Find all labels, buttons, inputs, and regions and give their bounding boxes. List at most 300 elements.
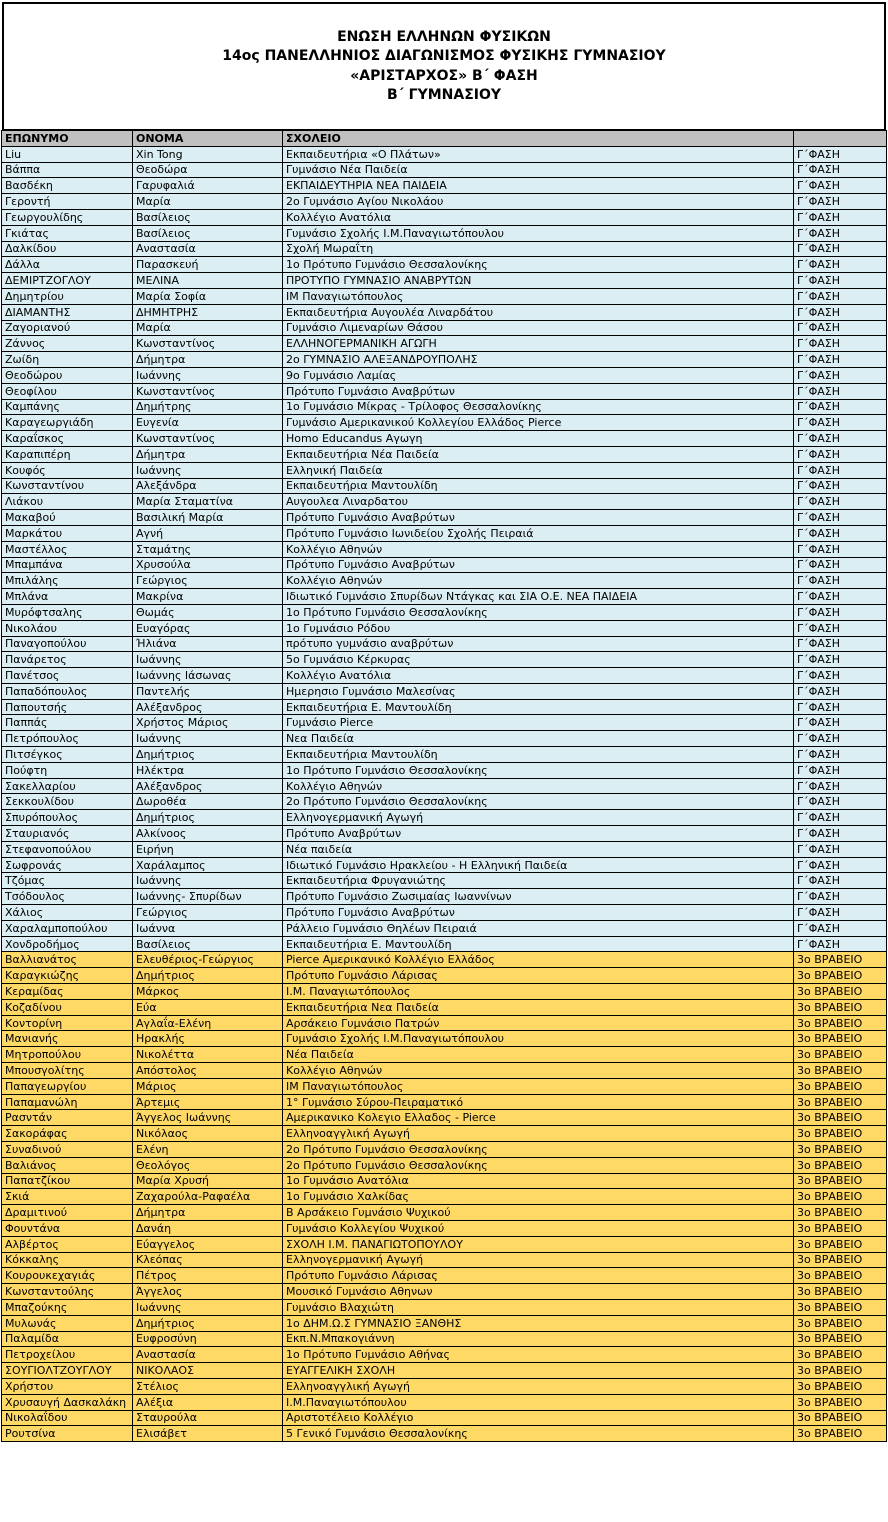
- cell-result: Γ΄ΦΑΣΗ: [794, 399, 887, 415]
- cell-result: 3ο ΒΡΑΒΕΙΟ: [794, 1347, 887, 1363]
- cell-result: Γ΄ΦΑΣΗ: [794, 573, 887, 589]
- cell-surname: Σακελλαρίου: [2, 778, 133, 794]
- cell-firstname: Ζαχαρούλα-Ραφαέλα: [133, 1189, 283, 1205]
- cell-firstname: Κωνσταντίνος: [133, 336, 283, 352]
- table-body: [2, 146, 887, 1441]
- table-row: [2, 1031, 887, 1047]
- cell-surname: Κεραμίδας: [2, 984, 133, 1000]
- cell-surname: Κόκκαλης: [2, 1252, 133, 1268]
- table-row: [2, 352, 887, 368]
- table-row: [2, 1063, 887, 1079]
- table-row: [2, 1426, 887, 1442]
- table-row: [2, 747, 887, 763]
- table-row: [2, 1299, 887, 1315]
- cell-surname: Δάλλα: [2, 257, 133, 273]
- table-row: [2, 1347, 887, 1363]
- cell-school: Εκπαιδευτήρια Ε. Μαντουλίδη: [283, 936, 794, 952]
- cell-firstname: Μαρία: [133, 320, 283, 336]
- cell-firstname: Δανάη: [133, 1220, 283, 1236]
- cell-firstname: Άρτεμις: [133, 1094, 283, 1110]
- cell-school: Αμερικανικο Κολεγιο Ελλαδος - Pierce: [283, 1110, 794, 1126]
- cell-firstname: Ελισάβετ: [133, 1426, 283, 1442]
- cell-surname: Πιτσέγκος: [2, 747, 133, 763]
- table-row: [2, 383, 887, 399]
- cell-surname: Ζαγοριανού: [2, 320, 133, 336]
- cell-result: Γ΄ΦΑΣΗ: [794, 762, 887, 778]
- cell-firstname: Σταμάτης: [133, 541, 283, 557]
- cell-surname: Βαλλιανάτος: [2, 952, 133, 968]
- table-row: [2, 1315, 887, 1331]
- table-row: [2, 1189, 887, 1205]
- cell-firstname: Κωνσταντίνος: [133, 431, 283, 447]
- cell-firstname: Βασίλειος: [133, 225, 283, 241]
- cell-surname: Γεωργουλίδης: [2, 209, 133, 225]
- table-row: [2, 1142, 887, 1158]
- cell-firstname: Αλέξανδρος: [133, 778, 283, 794]
- table-row: [2, 431, 887, 447]
- table-row: [2, 494, 887, 510]
- cell-surname: ΣΟΥΓΙΟΛΤΖΟΥΓΛΟΥ: [2, 1363, 133, 1379]
- cell-firstname: Ελευθέριος-Γεώργιος: [133, 952, 283, 968]
- cell-result: Γ΄ΦΑΣΗ: [794, 841, 887, 857]
- cell-firstname: Αλέξια: [133, 1394, 283, 1410]
- cell-firstname: Ευαγόρας: [133, 620, 283, 636]
- cell-school: ΣΧΟΛΗ Ι.Μ. ΠΑΝΑΓΙΩΤΟΠΟΥΛΟΥ: [283, 1236, 794, 1252]
- cell-school: Αυγουλεα Λιναρδατου: [283, 494, 794, 510]
- cell-firstname: Ηλέκτρα: [133, 762, 283, 778]
- cell-surname: Μαρκάτου: [2, 525, 133, 541]
- table-row: [2, 462, 887, 478]
- cell-result: Γ΄ΦΑΣΗ: [794, 288, 887, 304]
- cell-surname: Πανάρετος: [2, 652, 133, 668]
- cell-result: Γ΄ΦΑΣΗ: [794, 525, 887, 541]
- cell-school: 1ο Γυμνάσιο Ανατόλια: [283, 1173, 794, 1189]
- cell-firstname: Στέλιος: [133, 1378, 283, 1394]
- cell-surname: Καραΐσκος: [2, 431, 133, 447]
- table-row: [2, 1015, 887, 1031]
- cell-surname: Κοντορίνη: [2, 1015, 133, 1031]
- cell-firstname: Ιωάννης- Σπυρίδων: [133, 889, 283, 905]
- cell-result: 3ο ΒΡΑΒΕΙΟ: [794, 1315, 887, 1331]
- cell-result: Γ΄ΦΑΣΗ: [794, 778, 887, 794]
- cell-school: Γυμνάσιο Σχολής Ι.Μ.Παναγιωτόπουλου: [283, 225, 794, 241]
- cell-result: Γ΄ΦΑΣΗ: [794, 873, 887, 889]
- cell-firstname: Βασιλική Μαρία: [133, 510, 283, 526]
- cell-firstname: Ευφροσύνη: [133, 1331, 283, 1347]
- cell-school: Σχολή Μωραΐτη: [283, 241, 794, 257]
- cell-surname: Σωφρονάς: [2, 857, 133, 873]
- cell-surname: Βαλιάνος: [2, 1157, 133, 1173]
- table-row: [2, 320, 887, 336]
- table-row: [2, 1157, 887, 1173]
- cell-firstname: Μαρία Χρυσή: [133, 1173, 283, 1189]
- cell-result: Γ΄ΦΑΣΗ: [794, 683, 887, 699]
- cell-firstname: Πέτρος: [133, 1268, 283, 1284]
- table-row: [2, 557, 887, 573]
- cell-surname: Πούφτη: [2, 762, 133, 778]
- table-row: [2, 731, 887, 747]
- cell-result: Γ΄ΦΑΣΗ: [794, 320, 887, 336]
- table-row: [2, 1173, 887, 1189]
- cell-result: Γ΄ΦΑΣΗ: [794, 146, 887, 162]
- cell-firstname: Κλεόπας: [133, 1252, 283, 1268]
- header-line-union: ΕΝΩΣΗ ΕΛΛΗΝΩΝ ΦΥΣΙΚΩΝ: [337, 28, 551, 45]
- cell-surname: Μανιανής: [2, 1031, 133, 1047]
- cell-school: Γυμνάσιο Αμερικανικού Κολλεγίου Ελλάδος Pierce: [283, 415, 794, 431]
- cell-surname: Κουφός: [2, 462, 133, 478]
- cell-firstname: Γεώργιος: [133, 573, 283, 589]
- table-row: [2, 826, 887, 842]
- cell-school: Πρότυπο Γυμνάσιο Αναβρύτων: [283, 510, 794, 526]
- cell-school: Ράλλειο Γυμνάσιο Θηλέων Πειραιά: [283, 920, 794, 936]
- cell-surname: Μπιλάλης: [2, 573, 133, 589]
- cell-result: Γ΄ΦΑΣΗ: [794, 794, 887, 810]
- cell-school: ΙΜ Παναγιωτόπουλος: [283, 1078, 794, 1094]
- table-row: [2, 1331, 887, 1347]
- cell-surname: Τζόμας: [2, 873, 133, 889]
- cell-school: 2ο Γυμνάσιο Αγίου Νικολάου: [283, 194, 794, 210]
- cell-firstname: Αλέξανδρος: [133, 699, 283, 715]
- cell-school: Εκπαιδευτήρια Μαντουλίδη: [283, 747, 794, 763]
- cell-school: 1ο Πρότυπο Γυμνάσιο Θεσσαλονίκης: [283, 604, 794, 620]
- cell-school: Κολλέγιο Αθηνών: [283, 1063, 794, 1079]
- cell-surname: Παλαμίδα: [2, 1331, 133, 1347]
- cell-result: Γ΄ΦΑΣΗ: [794, 415, 887, 431]
- cell-surname: Δημητρίου: [2, 288, 133, 304]
- cell-firstname: Αγλαΐα-Ελένη: [133, 1015, 283, 1031]
- table-row: [2, 1094, 887, 1110]
- cell-surname: Μπαμπάνα: [2, 557, 133, 573]
- table-row: [2, 715, 887, 731]
- cell-school: ΕΚΠΑΙΔΕΥΤΗΡΙΑ ΝΕΑ ΠΑΙΔΕΙΑ: [283, 178, 794, 194]
- cell-surname: Ζάννος: [2, 336, 133, 352]
- cell-result: Γ΄ΦΑΣΗ: [794, 209, 887, 225]
- cell-surname: Παπατζίκου: [2, 1173, 133, 1189]
- cell-school: Εκπαιδευτήρια Μαντουλίδη: [283, 478, 794, 494]
- table-row: [2, 273, 887, 289]
- table-row: [2, 841, 887, 857]
- cell-firstname: Θεολόγος: [133, 1157, 283, 1173]
- cell-result: Γ΄ΦΑΣΗ: [794, 557, 887, 573]
- cell-result: Γ΄ΦΑΣΗ: [794, 699, 887, 715]
- cell-surname: Μυλωνάς: [2, 1315, 133, 1331]
- table-row: [2, 920, 887, 936]
- cell-school: Ιδιωτικό Γυμνάσιο Σπυρίδων Ντάγκας και ΣΙΑ Ο.Ε. ΝΕΑ ΠΑΙΔΕΙΑ: [283, 589, 794, 605]
- column-header-firstname: ΟΝΟΜΑ: [133, 131, 283, 147]
- table-row: [2, 1268, 887, 1284]
- table-row: [2, 304, 887, 320]
- table-row: [2, 241, 887, 257]
- cell-firstname: Ιωάννης: [133, 731, 283, 747]
- cell-firstname: Ιωάννης Ιάσωνας: [133, 668, 283, 684]
- cell-result: Γ΄ΦΑΣΗ: [794, 826, 887, 842]
- cell-firstname: Ιωάννης: [133, 462, 283, 478]
- table-row: [2, 288, 887, 304]
- cell-firstname: Απόστολος: [133, 1063, 283, 1079]
- cell-firstname: Ειρήνη: [133, 841, 283, 857]
- table-row: [2, 399, 887, 415]
- table-row: [2, 984, 887, 1000]
- table-row: [2, 589, 887, 605]
- cell-result: 3ο ΒΡΑΒΕΙΟ: [794, 1363, 887, 1379]
- table-row: [2, 1284, 887, 1300]
- header-line-grade: Β΄ ΓΥΜΝΑΣΙΟΥ: [386, 87, 502, 103]
- cell-firstname: Δημήτρης: [133, 399, 283, 415]
- cell-firstname: Σταυρούλα: [133, 1410, 283, 1426]
- cell-school: Γυμνάσιο Νέα Παιδεία: [283, 162, 794, 178]
- cell-school: Εκπαιδευτήρια «Ο Πλάτων»: [283, 146, 794, 162]
- cell-firstname: Παρασκευή: [133, 257, 283, 273]
- cell-surname: Μπουσγολίτης: [2, 1063, 133, 1079]
- cell-surname: Liu: [2, 146, 133, 162]
- cell-school: Γυμνάσιο Σχολής Ι.Μ.Παναγιωτόπουλου: [283, 1031, 794, 1047]
- cell-result: Γ΄ΦΑΣΗ: [794, 810, 887, 826]
- cell-firstname: Ιωάννης: [133, 873, 283, 889]
- cell-result: 3ο ΒΡΑΒΕΙΟ: [794, 999, 887, 1015]
- cell-result: Γ΄ΦΑΣΗ: [794, 273, 887, 289]
- cell-result: 3ο ΒΡΑΒΕΙΟ: [794, 1252, 887, 1268]
- cell-result: 3ο ΒΡΑΒΕΙΟ: [794, 1063, 887, 1079]
- cell-result: Γ΄ΦΑΣΗ: [794, 668, 887, 684]
- cell-school: Αριστοτέλειο Κολλέγιο: [283, 1410, 794, 1426]
- cell-firstname: Χαράλαμπος: [133, 857, 283, 873]
- table-row: [2, 999, 887, 1015]
- cell-result: 3ο ΒΡΑΒΕΙΟ: [794, 1173, 887, 1189]
- cell-surname: Πετροχείλου: [2, 1347, 133, 1363]
- cell-surname: Ρασντάν: [2, 1110, 133, 1126]
- cell-result: 3ο ΒΡΑΒΕΙΟ: [794, 1110, 887, 1126]
- cell-firstname: Νικόλαος: [133, 1126, 283, 1142]
- table-row: [2, 936, 887, 952]
- cell-surname: Συναδινού: [2, 1142, 133, 1158]
- cell-firstname: Παντελής: [133, 683, 283, 699]
- cell-surname: Χαραλαμποπούλου: [2, 920, 133, 936]
- cell-surname: Καραπιπέρη: [2, 446, 133, 462]
- cell-result: Γ΄ΦΑΣΗ: [794, 257, 887, 273]
- cell-school: Πρότυπο Γυμνάσιο Λάρισας: [283, 1268, 794, 1284]
- cell-firstname: Αλεξάνδρα: [133, 478, 283, 494]
- cell-surname: Χονδροδήμος: [2, 936, 133, 952]
- cell-surname: Λιάκου: [2, 494, 133, 510]
- cell-result: 3ο ΒΡΑΒΕΙΟ: [794, 1236, 887, 1252]
- cell-surname: Καμπάνης: [2, 399, 133, 415]
- cell-firstname: Μαρία: [133, 194, 283, 210]
- cell-result: 3ο ΒΡΑΒΕΙΟ: [794, 1015, 887, 1031]
- cell-surname: Πανέτσος: [2, 668, 133, 684]
- cell-school: 5 Γενικό Γυμνάσιο Θεσσαλονίκης: [283, 1426, 794, 1442]
- cell-school: Ελληνική Παιδεία: [283, 462, 794, 478]
- cell-firstname: Αναστασία: [133, 1347, 283, 1363]
- cell-school: Ελληνογερμανική Αγωγή: [283, 810, 794, 826]
- cell-school: Κολλέγιο Ανατόλια: [283, 209, 794, 225]
- cell-school: Νέα παιδεία: [283, 841, 794, 857]
- cell-surname: Ρουτσίνα: [2, 1426, 133, 1442]
- cell-surname: Χάλιος: [2, 905, 133, 921]
- table-row: [2, 1126, 887, 1142]
- cell-firstname: Δωροθέα: [133, 794, 283, 810]
- cell-firstname: Ιωάννα: [133, 920, 283, 936]
- cell-surname: Καραγκιώζης: [2, 968, 133, 984]
- cell-surname: Δαλκίδου: [2, 241, 133, 257]
- cell-result: 3ο ΒΡΑΒΕΙΟ: [794, 952, 887, 968]
- cell-surname: Παναγοπούλου: [2, 636, 133, 652]
- table-row: [2, 652, 887, 668]
- cell-result: Γ΄ΦΑΣΗ: [794, 889, 887, 905]
- cell-school: Ιδιωτικό Γυμνάσιο Ηρακλείου - Η Ελληνική Παιδεία: [283, 857, 794, 873]
- cell-firstname: Δήμητρα: [133, 446, 283, 462]
- cell-school: Γυμνάσιο Κολλεγίου Ψυχικού: [283, 1220, 794, 1236]
- table-row: [2, 1394, 887, 1410]
- cell-school: πρότυπο γυμνάσιο αναβρύτων: [283, 636, 794, 652]
- cell-firstname: Θεοδώρα: [133, 162, 283, 178]
- document-header: [2, 2, 886, 131]
- cell-result: Γ΄ΦΑΣΗ: [794, 431, 887, 447]
- cell-school: Γυμνάσιο Pierce: [283, 715, 794, 731]
- cell-school: Πρότυπο Γυμνάσιο Αναβρύτων: [283, 905, 794, 921]
- cell-school: Ελληνογερμανική Αγωγή: [283, 1252, 794, 1268]
- cell-firstname: Αλκίνοος: [133, 826, 283, 842]
- cell-result: Γ΄ΦΑΣΗ: [794, 747, 887, 763]
- cell-firstname: Εύα: [133, 999, 283, 1015]
- cell-result: Γ΄ΦΑΣΗ: [794, 589, 887, 605]
- table-row: [2, 1205, 887, 1221]
- cell-result: 3ο ΒΡΑΒΕΙΟ: [794, 1378, 887, 1394]
- cell-school: 1ο Πρότυπο Γυμνάσιο Αθήνας: [283, 1347, 794, 1363]
- cell-result: 3ο ΒΡΑΒΕΙΟ: [794, 1410, 887, 1426]
- cell-school: Homo Educandus Αγωγη: [283, 431, 794, 447]
- cell-surname: Πετρόπουλος: [2, 731, 133, 747]
- table-row: [2, 525, 887, 541]
- cell-result: Γ΄ΦΑΣΗ: [794, 715, 887, 731]
- cell-school: 1ο Πρότυπο Γυμνάσιο Θεσσαλονίκης: [283, 762, 794, 778]
- cell-surname: Φουντάνα: [2, 1220, 133, 1236]
- cell-result: 3ο ΒΡΑΒΕΙΟ: [794, 1426, 887, 1442]
- cell-surname: Θεοδώρου: [2, 367, 133, 383]
- table-row: [2, 415, 887, 431]
- cell-surname: Παπαγεωργίου: [2, 1078, 133, 1094]
- cell-result: Γ΄ΦΑΣΗ: [794, 478, 887, 494]
- cell-surname: Μπαζούκης: [2, 1299, 133, 1315]
- table-row: [2, 604, 887, 620]
- cell-firstname: Ιωάννης: [133, 367, 283, 383]
- cell-school: Αρσάκειο Γυμνάσιο Πατρών: [283, 1015, 794, 1031]
- table-row: [2, 810, 887, 826]
- cell-surname: ΔΕΜΙΡΤΖΟΓΛΟΥ: [2, 273, 133, 289]
- cell-surname: Κοζαδίνου: [2, 999, 133, 1015]
- column-header-result: [794, 131, 887, 147]
- cell-school: Ι.Μ. Παναγιωτόπουλος: [283, 984, 794, 1000]
- cell-result: Γ΄ΦΑΣΗ: [794, 462, 887, 478]
- cell-result: Γ΄ΦΑΣΗ: [794, 225, 887, 241]
- cell-firstname: Θωμάς: [133, 604, 283, 620]
- cell-result: Γ΄ΦΑΣΗ: [794, 620, 887, 636]
- cell-school: 5ο Γυμνάσιο Κέρκυρας: [283, 652, 794, 668]
- cell-result: Γ΄ΦΑΣΗ: [794, 510, 887, 526]
- table-row: [2, 889, 887, 905]
- cell-firstname: Μαρία Σταματίνα: [133, 494, 283, 510]
- cell-firstname: Ηρακλής: [133, 1031, 283, 1047]
- cell-school: Κολλέγιο Ανατόλια: [283, 668, 794, 684]
- table-row: [2, 668, 887, 684]
- cell-result: Γ΄ΦΑΣΗ: [794, 162, 887, 178]
- cell-firstname: Ελένη: [133, 1142, 283, 1158]
- cell-firstname: Ευγενία: [133, 415, 283, 431]
- cell-firstname: Δημήτριος: [133, 968, 283, 984]
- table-row: [2, 1078, 887, 1094]
- cell-result: 3ο ΒΡΑΒΕΙΟ: [794, 1094, 887, 1110]
- table-row: [2, 1236, 887, 1252]
- table-row: [2, 873, 887, 889]
- cell-firstname: Άγγελος Ιωάννης: [133, 1110, 283, 1126]
- cell-school: Ελληνοαγγλική Αγωγή: [283, 1126, 794, 1142]
- cell-result: 3ο ΒΡΑΒΕΙΟ: [794, 1205, 887, 1221]
- cell-surname: Σκιά: [2, 1189, 133, 1205]
- cell-result: 3ο ΒΡΑΒΕΙΟ: [794, 1220, 887, 1236]
- cell-school: ΙΜ Παναγιωτόπουλος: [283, 288, 794, 304]
- cell-firstname: Δημήτριος: [133, 747, 283, 763]
- cell-result: 3ο ΒΡΑΒΕΙΟ: [794, 1031, 887, 1047]
- cell-school: Πρότυπο Γυμνάσιο Λάρισας: [283, 968, 794, 984]
- cell-result: Γ΄ΦΑΣΗ: [794, 194, 887, 210]
- table-row: [2, 209, 887, 225]
- table-row: [2, 446, 887, 462]
- table-row: [2, 1252, 887, 1268]
- cell-result: Γ΄ΦΑΣΗ: [794, 936, 887, 952]
- cell-result: Γ΄ΦΑΣΗ: [794, 857, 887, 873]
- cell-firstname: Χρήστος Μάριος: [133, 715, 283, 731]
- table-row: [2, 510, 887, 526]
- table-row: [2, 257, 887, 273]
- table-row: [2, 1410, 887, 1426]
- cell-firstname: Xin Tong: [133, 146, 283, 162]
- cell-firstname: Δημήτριος: [133, 1315, 283, 1331]
- table-row: [2, 905, 887, 921]
- cell-surname: Αλβέρτος: [2, 1236, 133, 1252]
- results-table: [1, 130, 887, 1442]
- cell-school: Β Αρσάκειο Γυμνάσιο Ψυχικού: [283, 1205, 794, 1221]
- cell-result: Γ΄ΦΑΣΗ: [794, 494, 887, 510]
- cell-result: 3ο ΒΡΑΒΕΙΟ: [794, 968, 887, 984]
- table-row: [2, 162, 887, 178]
- cell-result: 3ο ΒΡΑΒΕΙΟ: [794, 1126, 887, 1142]
- cell-result: 3ο ΒΡΑΒΕΙΟ: [794, 1157, 887, 1173]
- column-header-school: ΣΧΟΛΕΙΟ: [283, 131, 794, 147]
- cell-surname: ΔΙΑΜΑΝΤΗΣ: [2, 304, 133, 320]
- cell-school: 9ο Γυμνάσιο Λαμίας: [283, 367, 794, 383]
- cell-surname: Βάππα: [2, 162, 133, 178]
- cell-school: Μουσικό Γυμνάσιο Αθηνων: [283, 1284, 794, 1300]
- cell-result: Γ΄ΦΑΣΗ: [794, 178, 887, 194]
- cell-school: 1° Γυμνάσιο Σύρου-Πειραματικό: [283, 1094, 794, 1110]
- cell-school: Ημερησιο Γυμνάσιο Μαλεσίνας: [283, 683, 794, 699]
- table-row: [2, 1378, 887, 1394]
- cell-school: Πρότυπο Γυμνάσιο Ιωνιδείου Σχολής Πειραιά: [283, 525, 794, 541]
- cell-school: Pierce Αμερικανικό Κολλέγιο Ελλάδος: [283, 952, 794, 968]
- cell-surname: Νικολαΐδου: [2, 1410, 133, 1426]
- cell-surname: Μυρόφτσαλης: [2, 604, 133, 620]
- cell-result: Γ΄ΦΑΣΗ: [794, 352, 887, 368]
- cell-surname: Παπαμανώλη: [2, 1094, 133, 1110]
- cell-firstname: Ιωάννης: [133, 652, 283, 668]
- table-row: [2, 1363, 887, 1379]
- cell-result: 3ο ΒΡΑΒΕΙΟ: [794, 1331, 887, 1347]
- cell-school: 1ο Πρότυπο Γυμνάσιο Θεσσαλονίκης: [283, 257, 794, 273]
- table-row: [2, 620, 887, 636]
- cell-result: Γ΄ΦΑΣΗ: [794, 383, 887, 399]
- cell-surname: Μακαβού: [2, 510, 133, 526]
- cell-surname: Γεροντή: [2, 194, 133, 210]
- cell-school: 1ο Γυμνάσιο Μίκρας - Τρίλοφος Θεσσαλονίκης: [283, 399, 794, 415]
